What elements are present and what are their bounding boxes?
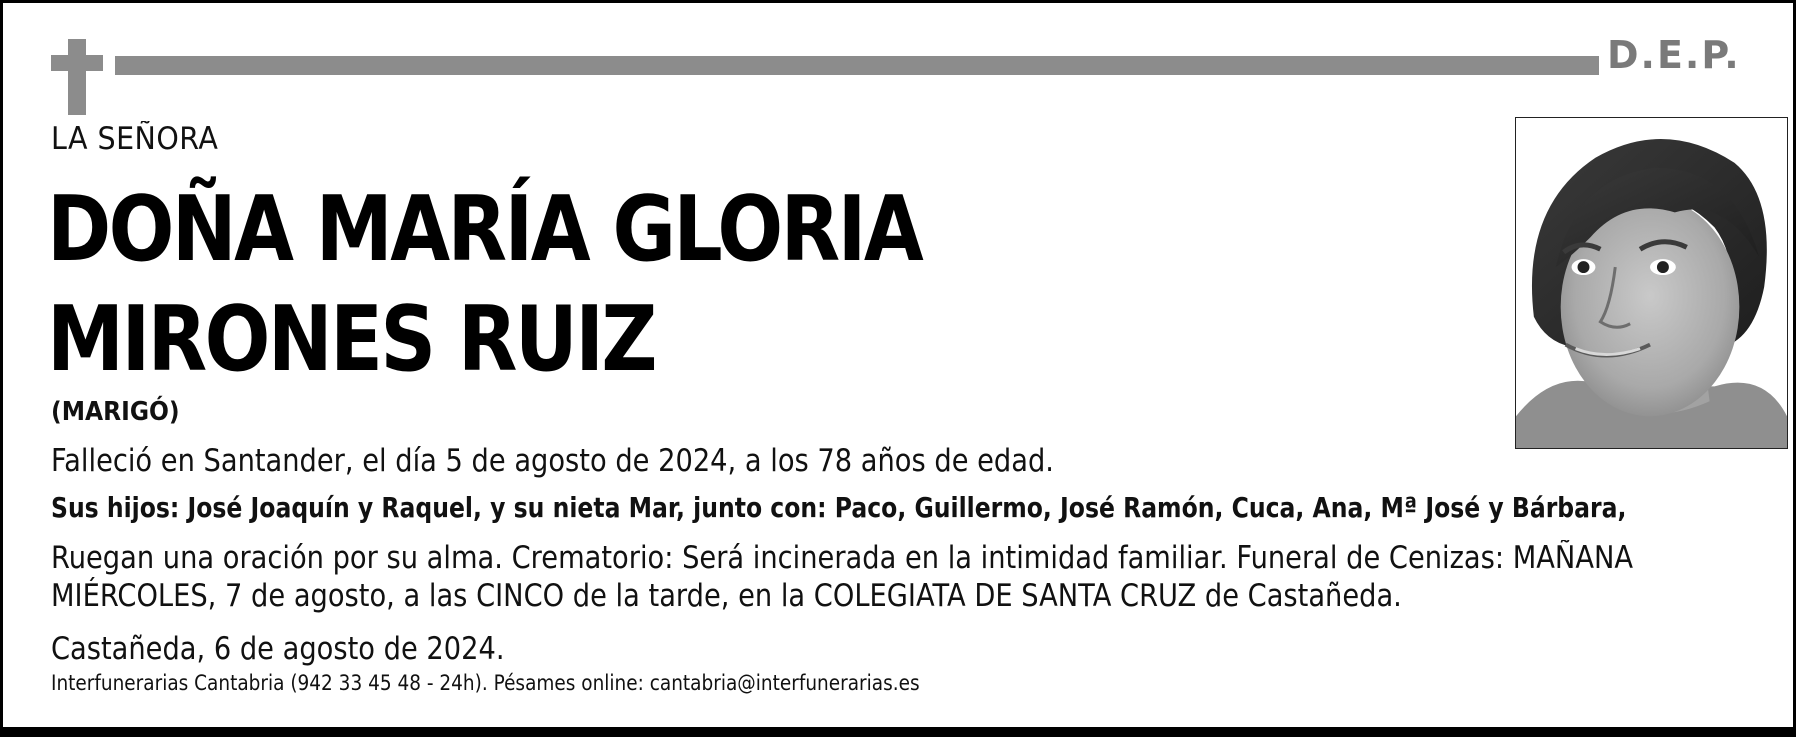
header-rule [115, 56, 1599, 75]
intro-label: LA SEÑORA [51, 121, 219, 157]
death-line: Falleció en Santander, el día 5 de agosto de 2024, a los 78 años de edad. [51, 443, 1054, 479]
closing-line: Castañeda, 6 de agosto de 2024. [51, 631, 505, 667]
family-line: Sus hijos: José Joaquín y Raquel, y su nieta Mar, junto con: Paco, Guillermo, José Ramón, Cuca, Ana, Mª José y Bárbara, [51, 491, 1627, 524]
nickname: (MARIGÓ) [51, 397, 180, 427]
ceremony-text: Ruegan una oración por su alma. Crematorio: Será incinerada en la intimidad familiar. Funeral de Cenizas: MAÑANA MIÉRCOLES, 7 de agosto, a las CINCO de la tarde, en la COLEGIATA DE SANTA CRUZ de Castañeda. [51, 540, 1634, 614]
portrait-image [1516, 118, 1787, 448]
deceased-name-line1: DOÑA MARÍA GLORIA [47, 177, 922, 282]
portrait-photo [1515, 117, 1788, 449]
footer-contact: Interfunerarias Cantabria (942 33 45 48 - 24h). Pésames online: cantabria@interfunerarias.es [51, 671, 920, 695]
cross-icon [51, 39, 103, 115]
deceased-name-line2: MIRONES RUIZ [47, 287, 655, 392]
dep-label: D.E.P. [1607, 33, 1741, 77]
deceased-name [47, 175, 921, 395]
